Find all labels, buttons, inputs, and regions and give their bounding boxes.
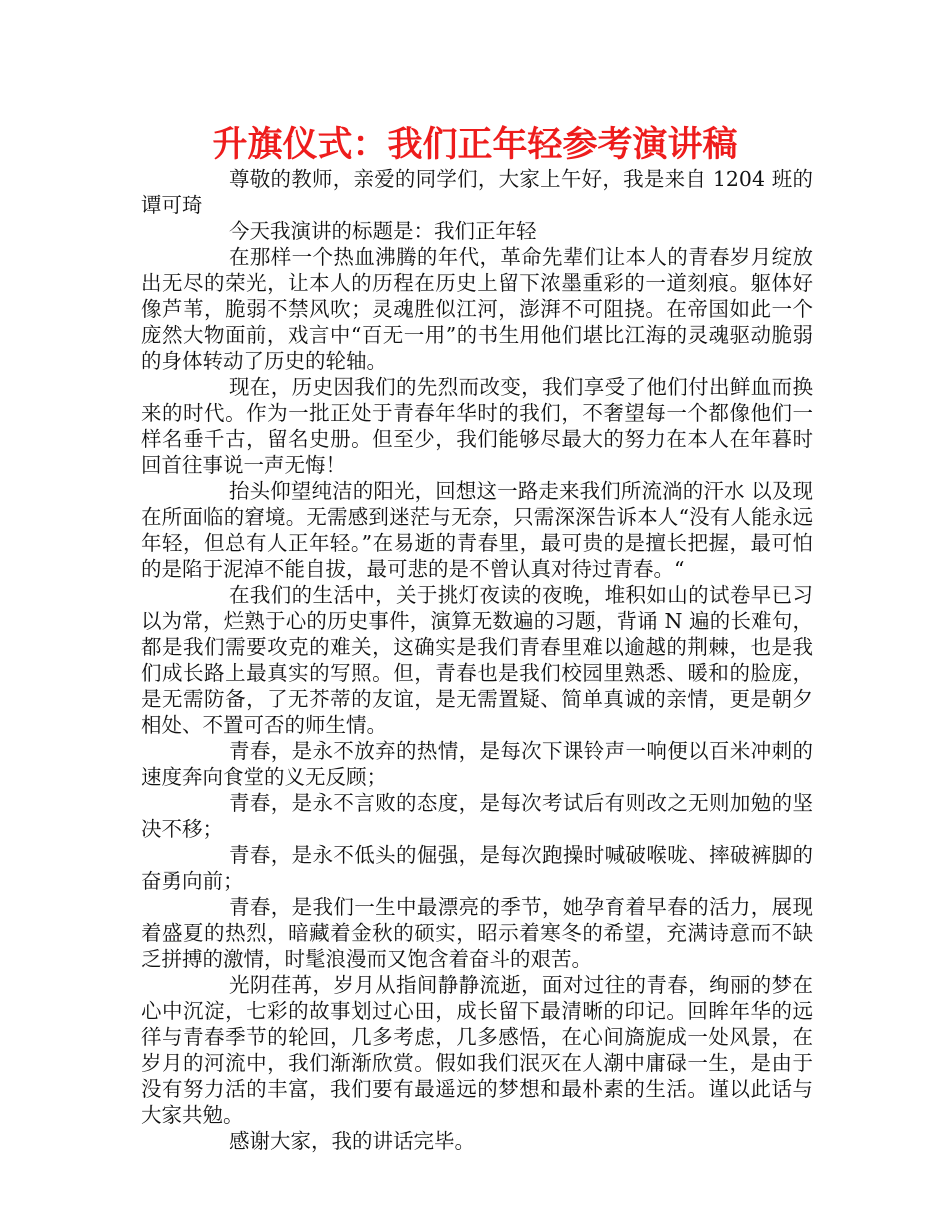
paragraph-closing: 感谢大家，我的讲话完毕。: [229, 1129, 475, 1153]
paragraph-history: 在那样一个热血沸腾的年代，革命先辈们让本人的青春岁月绽放出无尽的荣光，让本人的历程在历史上留下浓墨重彩的一道刻痕。躯体好像芦苇，脆弱不禁风吹；灵魂胜似江河，澎湃不可阻挠。在帝国如此一个庞然大物面前，戏言中“百无一用”的书生用他们堪比江海的灵魂驱动脆弱的身体转动了历史的轮轴。: [141, 245, 813, 373]
paragraph-school-life: 在我们的生活中，关于挑灯夜读的夜晚，堆积如山的试卷早已习以为常，烂熟于心的历史事件，演算无数遍的习题，背诵 N 遍的长难句，都是我们需要攻克的难关，这确实是我们青春里难以逾越的荆棘，也是我们成长路上最真实的写照。但，青春也是我们校园里熟悉、暖和的脸庞，是无需防备，了无芥蒂的友谊，是无需置疑、简单真诚的亲情，更是朝夕相处、不置可否的师生情。: [141, 583, 813, 737]
paragraph-time-flows: 光阴荏苒，岁月从指间静静流逝，面对过往的青春，绚丽的梦在心中沉淀，七彩的故事划过心田，成长留下最清晰的印记。回眸年华的远徉与青春季节的轮回，几多考虑，几多感悟，在心间旖旎成一处风景，在岁月的河流中，我们渐渐欣赏。假如我们泯灭在人潮中庸碌一生，是由于没有努力活的丰富，我们要有最遥远的梦想和最朴素的生活。谨以此话与大家共勉。: [141, 973, 813, 1127]
paragraph-youth-season: 青春，是我们一生中最漂亮的季节，她孕育着早春的活力，展现着盛夏的热烈，暗藏着金秋的硕实，昭示着寒冬的希望，充满诗意而不缺乏拼搏的激情，时髦浪漫而又饱含着奋斗的艰苦。: [141, 895, 813, 971]
paragraph-youth-attitude: 青春，是永不言败的态度，是每次考试后有则改之无则加勉的坚决不移；: [141, 791, 813, 841]
paragraph-sunlight: 抬头仰望纯洁的阳光，回想这一路走来我们所流淌的汗水 以及现在所面临的窘境。无需感到迷茫与无奈，只需深深告诉本人“没有人能永远年轻，但总有人正年轻。”在易逝的青春里，最可贵的是擅长把握，最可怕的是陷于泥淖不能自拔，最可悲的是不曾认真对待过青春。“: [141, 479, 813, 581]
paragraph-greeting: 尊敬的教师，亲爱的同学们，大家上午好，我是来自 1204 班的谭可琦: [141, 167, 813, 217]
paragraph-youth-stubborn: 青春，是永不低头的倔强，是每次跑操时喊破喉咙、摔破裤脚的奋勇向前；: [141, 843, 813, 893]
paragraph-topic: 今天我演讲的标题是：我们正年轻: [229, 219, 537, 243]
document-title: 升旗仪式：我们正年轻参考演讲稿: [212, 125, 738, 165]
document-body: [141, 166, 813, 1154]
paragraph-youth-passion: 青春，是永不放弃的热情，是每次下课铃声一响便以百米冲刺的速度奔向食堂的义无反顾；: [141, 739, 813, 789]
paragraph-present: 现在，历史因我们的先烈而改变，我们享受了他们付出鲜血而换来的时代。作为一批正处于青春年华时的我们，不奢望每一个都像他们一样名垂千古，留名史册。但至少，我们能够尽最大的努力在本人在年暮时回首往事说一声无悔！: [141, 375, 813, 477]
